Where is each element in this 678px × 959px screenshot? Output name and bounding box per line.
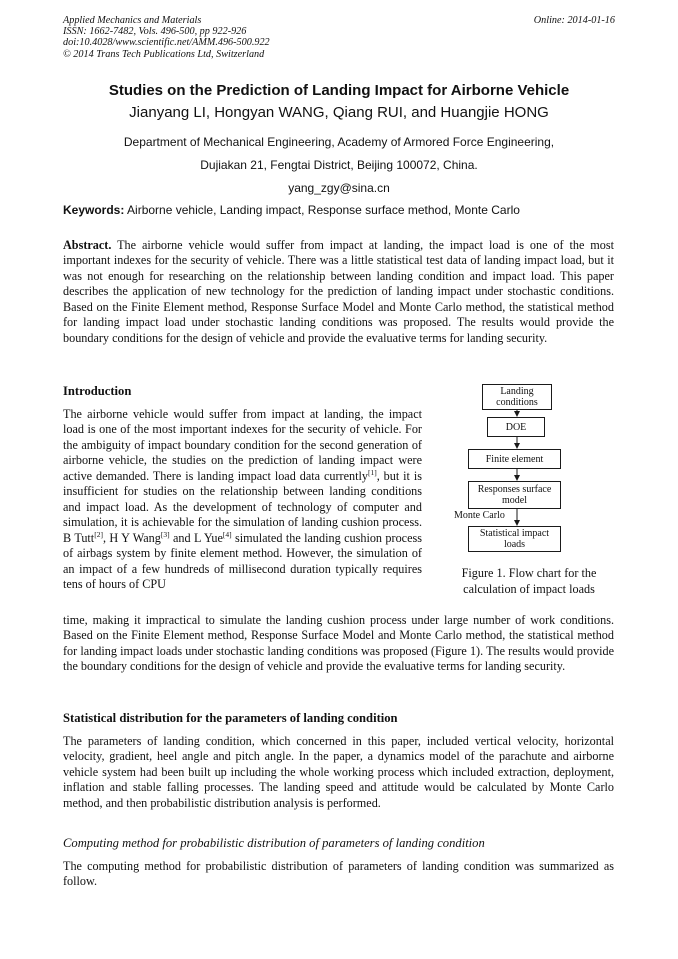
abstract-label: Abstract. (63, 238, 112, 252)
copyright-line: © 2014 Trans Tech Publications Ltd, Switzerland (63, 48, 265, 60)
online-date: Online: 2014-01-16 (533, 15, 615, 26)
issn-line: ISSN: 1662-7482, Vols. 496-500, pp 922-926 (63, 26, 247, 38)
introduction-continuation: time, making it impractical to simulate the landing cushion process under large number of work conditions. Based on the Finite Element method, Response Surface Model and Monte Carlo method, the statistical method for landing impact loads under stochastic landing conditions was proposed (Figure 1). The results would provide the boundary conditions for the design of vehicle and provide the evaluative terms for landing security. (63, 613, 614, 674)
introduction-paragraph (63, 407, 422, 592)
affiliation-line-2: Dujiakan 21, Fengtai District, Beijing 100072, China. (200, 158, 478, 172)
intro-text-e: simulated the landing cushion process of airbags system by finite element method. However, the simulation of an impact of a few hundreds of millisecond duration typically requires tens of hours of CPU (63, 530, 422, 591)
citation-2[interactable]: [2] (94, 529, 103, 539)
keywords (63, 203, 520, 217)
flow-box-response-surface: Responses surface model (468, 481, 561, 509)
citation-4[interactable]: [4] (222, 529, 232, 539)
doi-line: doi:10.4028/www.scientific.net/AMM.496-500.922 (63, 37, 270, 49)
abstract-text: The airborne vehicle would suffer from impact at landing, the impact load is one of the most important indexes for the security of vehicle. There was a little statistical test data of landing impact load, but it was not enough for researching on the relationship between landing condition and impact load. This paper describes the application of new technology for the prediction of landing impact under stochastic conditions. Based on the Finite Element method, Response Surface Model and Monte Carlo method, the statistical method for landing impact load under stochastic landing conditions was proposed. The results would provide the boundary conditions for the design of vehicle and provide the evaluative terms for landing security. (63, 238, 614, 345)
flow-box-statistical-loads: Statistical impact loads (468, 526, 561, 552)
flow-box-finite-element: Finite element (468, 449, 561, 469)
computing-heading: Computing method for probabilistic distribution of parameters of landing condition (63, 836, 485, 850)
journal-name: Applied Mechanics and Materials (63, 15, 202, 26)
authors: Jianyang LI, Hongyan WANG, Qiang RUI, and Huangjie HONG (129, 104, 549, 121)
figure-caption: Figure 1. Flow chart for the calculation of impact loads (461, 566, 597, 596)
flow-box-landing-conditions: Landing conditions (482, 384, 552, 410)
introduction-heading: Introduction (63, 384, 132, 398)
journal-header (63, 15, 270, 60)
computing-paragraph: The computing method for probabilistic distribution of parameters of landing condition was summarized as follow. (63, 859, 614, 889)
keywords-label: Keywords: (63, 203, 125, 217)
citation-3[interactable]: [3] (160, 529, 170, 539)
author-email: yang_zgy@sina.cn (288, 181, 390, 195)
flow-label-monte-carlo: Monte Carlo (454, 510, 505, 521)
affiliation-line-1: Department of Mechanical Engineering, Academy of Armored Force Engineering, (123, 135, 555, 149)
intro-text-a: The airborne vehicle would suffer from impact at landing, the impact load is one of the most important indexes for the security of vehicle. For the ambiguity of impact boundary condition for the second generation of airborne vehicle, the studies on the prediction of landing impact were active demanded. There is landing impact load data currently (63, 407, 422, 483)
flow-box-doe: DOE (487, 417, 545, 437)
citation-1[interactable]: [1] (367, 467, 377, 477)
intro-text-c: , H Y Wang (102, 530, 161, 545)
intro-text-b: , but it is insufficient for studies on the relationship between landing conditions and impact load. As the development of technology of computer and simulation, it is achievable for the simulation of landing cushion process. B Tutt (63, 468, 422, 545)
abstract (63, 238, 614, 346)
affiliation (0, 131, 678, 200)
keywords-text: Airborne vehicle, Landing impact, Response surface method, Monte Carlo (124, 203, 520, 217)
statistical-heading: Statistical distribution for the parameters of landing condition (63, 711, 398, 725)
statistical-paragraph: The parameters of landing condition, which concerned in this paper, included vertical velocity, horizontal velocity, gradient, heel angle and pitch angle. In the paper, a dynamics model of the parachute and airborne vehicle system had been built up including the whole working process which included extraction, deployment, inflation and stable falling processes. The landing speed and attitude would be calculated by Monte Carlo method, and then probabilistic distribution analysis is performed. (63, 734, 614, 810)
paper-title: Studies on the Prediction of Landing Impact for Airborne Vehicle (108, 82, 570, 99)
intro-text-d: and L Yue (169, 530, 223, 545)
